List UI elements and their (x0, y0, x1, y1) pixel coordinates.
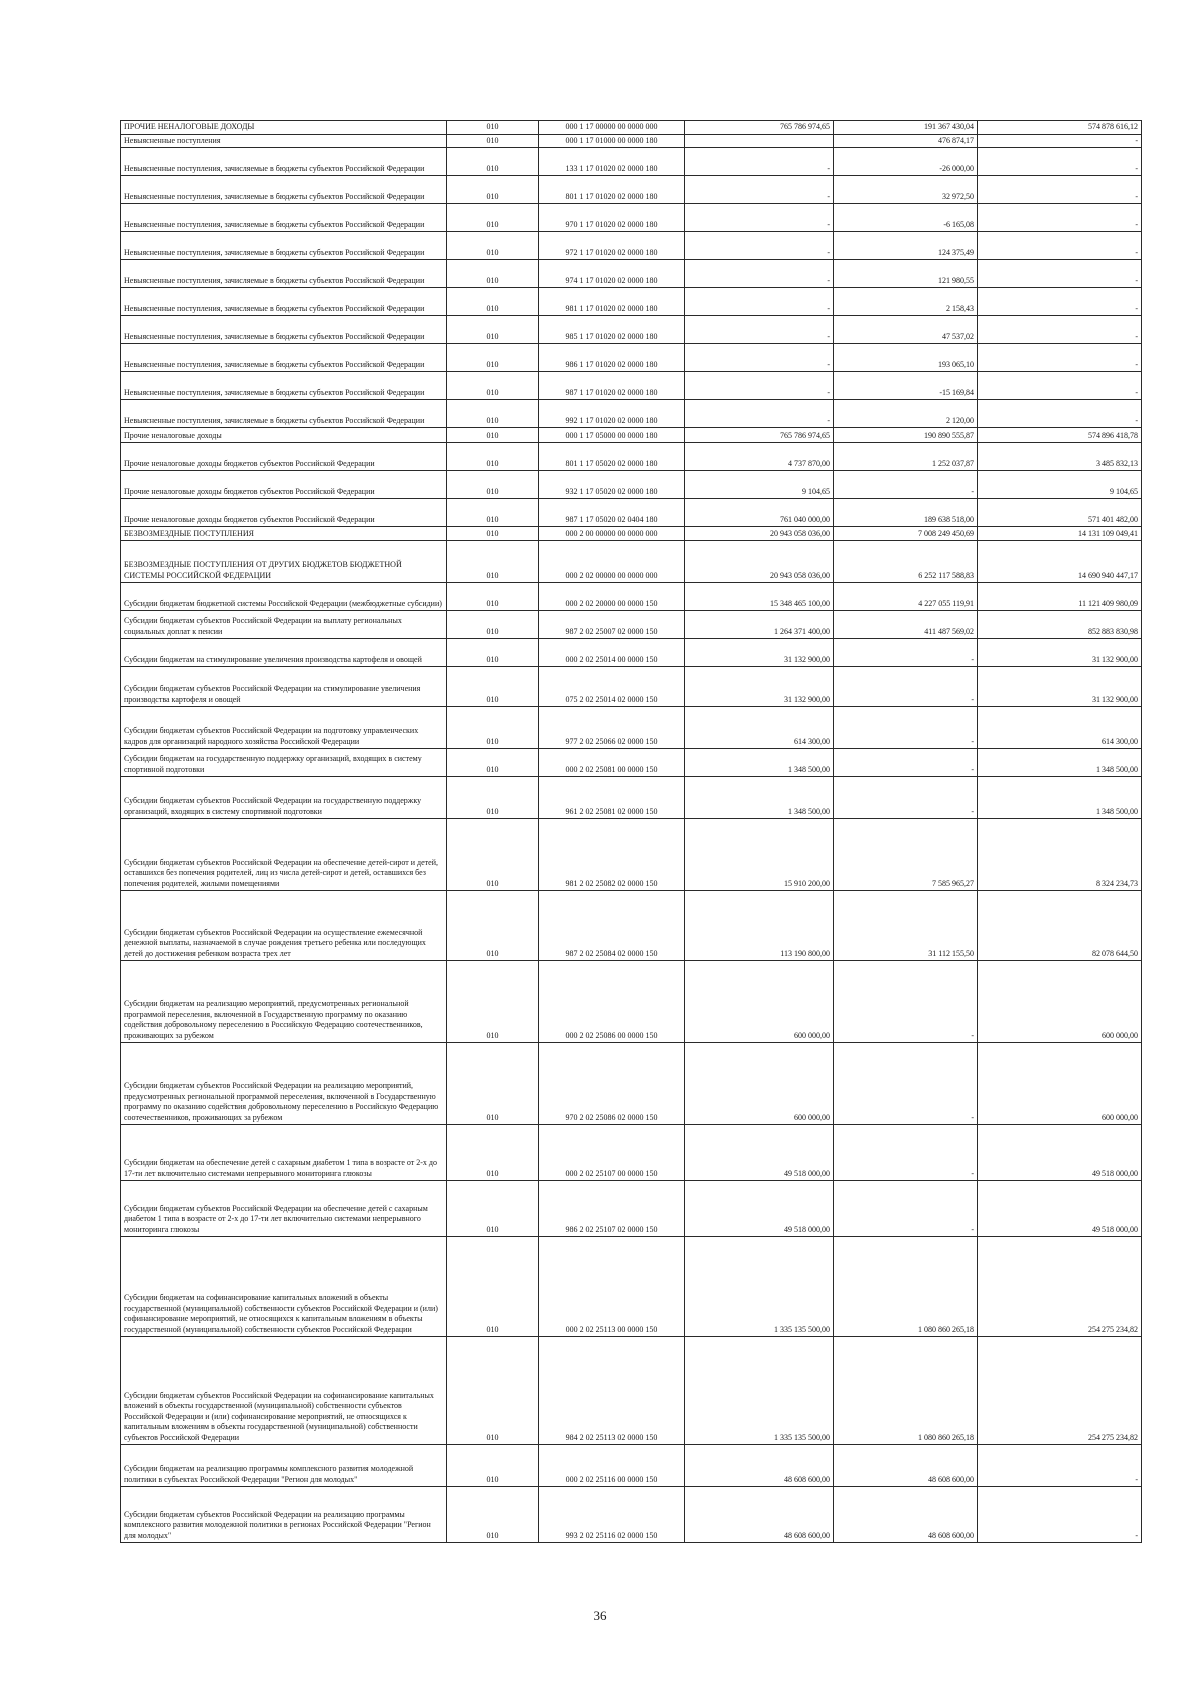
row-remaining-cell: 9 104,65 (978, 471, 1142, 499)
row-code-cell: 010 (447, 471, 539, 499)
row-name-cell: Невыясненные поступления, зачисляемые в бюджеты субъектов Российской Федерации (121, 148, 447, 176)
row-executed-cell: 1 080 860 265,18 (834, 1337, 978, 1445)
row-name-cell: Субсидии бюджетам субъектов Российской Федерации на подготовку управленческих кадров для организаций народного хозяйства Российской Федерации (121, 707, 447, 749)
row-approved-cell: - (685, 316, 834, 344)
row-approved-cell: 1 264 371 400,00 (685, 611, 834, 639)
row-kbk-cell: 987 2 02 25007 02 0000 150 (539, 611, 685, 639)
row-remaining-cell: - (978, 260, 1142, 288)
row-remaining-cell: 1 348 500,00 (978, 777, 1142, 819)
row-approved-cell: 31 132 900,00 (685, 639, 834, 667)
row-kbk-cell: 970 2 02 25086 02 0000 150 (539, 1043, 685, 1125)
row-kbk-cell: 970 1 17 01020 02 0000 180 (539, 204, 685, 232)
row-kbk-cell: 000 2 02 25086 00 0000 150 (539, 961, 685, 1043)
row-approved-cell: 1 348 500,00 (685, 749, 834, 777)
row-kbk-cell: 000 2 00 00000 00 0000 000 (539, 527, 685, 541)
row-name-cell: Невыясненные поступления, зачисляемые в бюджеты субъектов Российской Федерации (121, 400, 447, 428)
table-row (121, 1337, 1142, 1445)
row-name-cell: БЕЗВОЗМЕЗДНЫЕ ПОСТУПЛЕНИЯ (121, 527, 447, 541)
row-kbk-cell: 801 1 17 05020 02 0000 180 (539, 443, 685, 471)
row-remaining-cell: 614 300,00 (978, 707, 1142, 749)
row-kbk-cell: 977 2 02 25066 02 0000 150 (539, 707, 685, 749)
row-kbk-cell: 974 1 17 01020 02 0000 180 (539, 260, 685, 288)
budget-report-table (120, 120, 1142, 1543)
row-code-cell: 010 (447, 1487, 539, 1543)
row-name-cell: Невыясненные поступления, зачисляемые в бюджеты субъектов Российской Федерации (121, 344, 447, 372)
row-executed-cell: - (834, 1181, 978, 1237)
row-kbk-cell: 985 1 17 01020 02 0000 180 (539, 316, 685, 344)
row-executed-cell: 2 120,00 (834, 400, 978, 428)
row-executed-cell: -6 165,08 (834, 204, 978, 232)
row-executed-cell: 124 375,49 (834, 232, 978, 260)
row-approved-cell: - (685, 288, 834, 316)
table-row (121, 777, 1142, 819)
row-kbk-cell: 000 2 02 20000 00 0000 150 (539, 583, 685, 611)
row-kbk-cell: 000 1 17 01000 00 0000 180 (539, 134, 685, 148)
row-executed-cell: 193 065,10 (834, 344, 978, 372)
row-remaining-cell: 31 132 900,00 (978, 639, 1142, 667)
row-executed-cell: 411 487 569,02 (834, 611, 978, 639)
row-name-cell: БЕЗВОЗМЕЗДНЫЕ ПОСТУПЛЕНИЯ ОТ ДРУГИХ БЮДЖЕТОВ БЮДЖЕТНОЙ СИСТЕМЫ РОССИЙСКОЙ ФЕДЕРАЦИИ (121, 541, 447, 583)
row-remaining-cell: - (978, 288, 1142, 316)
table-row (121, 372, 1142, 400)
row-code-cell: 010 (447, 260, 539, 288)
table-row (121, 288, 1142, 316)
row-code-cell: 010 (447, 1043, 539, 1125)
row-executed-cell: 1 080 860 265,18 (834, 1237, 978, 1337)
table-row (121, 639, 1142, 667)
row-name-cell: Субсидии бюджетам на государственную поддержку организаций, входящих в систему спортивной подготовки (121, 749, 447, 777)
row-kbk-cell: 801 1 17 01020 02 0000 180 (539, 176, 685, 204)
row-remaining-cell: 49 518 000,00 (978, 1125, 1142, 1181)
row-executed-cell: - (834, 639, 978, 667)
row-approved-cell: 9 104,65 (685, 471, 834, 499)
row-remaining-cell: 49 518 000,00 (978, 1181, 1142, 1237)
row-kbk-cell: 133 1 17 01020 02 0000 180 (539, 148, 685, 176)
row-code-cell: 010 (447, 1181, 539, 1237)
table-row (121, 1043, 1142, 1125)
row-approved-cell: 765 786 974,65 (685, 428, 834, 443)
row-remaining-cell: - (978, 316, 1142, 344)
row-code-cell: 010 (447, 611, 539, 639)
row-name-cell: Невыясненные поступления, зачисляемые в бюджеты субъектов Российской Федерации (121, 372, 447, 400)
table-row (121, 707, 1142, 749)
row-name-cell: Невыясненные поступления, зачисляемые в бюджеты субъектов Российской Федерации (121, 176, 447, 204)
row-code-cell: 010 (447, 707, 539, 749)
row-remaining-cell: 852 883 830,98 (978, 611, 1142, 639)
row-approved-cell: 49 518 000,00 (685, 1125, 834, 1181)
row-executed-cell: 2 158,43 (834, 288, 978, 316)
row-name-cell: Субсидии бюджетам субъектов Российской Федерации на государственную поддержку организаций, входящих в систему спортивной подготовки (121, 777, 447, 819)
row-name-cell: Субсидии бюджетам субъектов Российской Федерации на софинансирование капитальных вложений в объекты государственной (муниципальной) собственности субъектов Российской Федерации и (или) софинансирование мероприятий, не относящихся к капитальным вложениям в объекты государственной (муниципальной) собственности субъектов Российской Федерации (121, 1337, 447, 1445)
row-executed-cell: 31 112 155,50 (834, 891, 978, 961)
row-remaining-cell: 254 275 234,82 (978, 1337, 1142, 1445)
row-executed-cell: - (834, 1043, 978, 1125)
row-approved-cell: 761 040 000,00 (685, 499, 834, 527)
row-code-cell: 010 (447, 316, 539, 344)
row-kbk-cell: 000 1 17 05000 00 0000 180 (539, 428, 685, 443)
row-approved-cell: 600 000,00 (685, 961, 834, 1043)
table-row (121, 176, 1142, 204)
table-row (121, 819, 1142, 891)
row-executed-cell: - (834, 777, 978, 819)
row-approved-cell: 765 786 974,65 (685, 121, 834, 135)
row-kbk-cell: 986 1 17 01020 02 0000 180 (539, 344, 685, 372)
row-executed-cell: - (834, 1125, 978, 1181)
row-kbk-cell: 075 2 02 25014 02 0000 150 (539, 667, 685, 707)
row-code-cell: 010 (447, 1237, 539, 1337)
table-row (121, 344, 1142, 372)
row-code-cell: 010 (447, 204, 539, 232)
row-approved-cell: 31 132 900,00 (685, 667, 834, 707)
row-remaining-cell: 14 690 940 447,17 (978, 541, 1142, 583)
row-approved-cell: 4 737 870,00 (685, 443, 834, 471)
table-row (121, 667, 1142, 707)
row-remaining-cell: - (978, 204, 1142, 232)
row-kbk-cell: 000 1 17 00000 00 0000 000 (539, 121, 685, 135)
row-executed-cell: - (834, 667, 978, 707)
row-remaining-cell: 8 324 234,73 (978, 819, 1142, 891)
row-executed-cell: 4 227 055 119,91 (834, 583, 978, 611)
row-remaining-cell: - (978, 372, 1142, 400)
row-name-cell: Субсидии бюджетам субъектов Российской Федерации на реализацию программы комплексного развития молодежной политики в регионах Российской Федерации "Регион для молодых" (121, 1487, 447, 1543)
row-name-cell: Субсидии бюджетам субъектов Российской Федерации на стимулирование увеличения производства картофеля и овощей (121, 667, 447, 707)
row-executed-cell: 7 585 965,27 (834, 819, 978, 891)
row-name-cell: ПРОЧИЕ НЕНАЛОГОВЫЕ ДОХОДЫ (121, 121, 447, 135)
table-row (121, 443, 1142, 471)
row-approved-cell: 15 348 465 100,00 (685, 583, 834, 611)
row-approved-cell: 1 335 135 500,00 (685, 1237, 834, 1337)
row-name-cell: Невыясненные поступления, зачисляемые в бюджеты субъектов Российской Федерации (121, 260, 447, 288)
row-approved-cell: 600 000,00 (685, 1043, 834, 1125)
row-name-cell: Субсидии бюджетам бюджетной системы Российской Федерации (межбюджетные субсидии) (121, 583, 447, 611)
row-kbk-cell: 961 2 02 25081 02 0000 150 (539, 777, 685, 819)
row-approved-cell (685, 134, 834, 148)
row-remaining-cell: - (978, 400, 1142, 428)
row-code-cell: 010 (447, 777, 539, 819)
row-code-cell: 010 (447, 1337, 539, 1445)
row-kbk-cell: 972 1 17 01020 02 0000 180 (539, 232, 685, 260)
table-row (121, 1445, 1142, 1487)
table-row (121, 232, 1142, 260)
row-name-cell: Субсидии бюджетам на реализацию программы комплексного развития молодежной политики в субъектах Российской Федерации "Регион для молодых" (121, 1445, 447, 1487)
row-name-cell: Субсидии бюджетам на обеспечение детей с сахарным диабетом 1 типа в возрасте от 2-х до 17-ти лет включительно системами непрерывного мониторинга глюкозы (121, 1125, 447, 1181)
row-name-cell: Субсидии бюджетам на стимулирование увеличения производства картофеля и овощей (121, 639, 447, 667)
row-executed-cell: 476 874,17 (834, 134, 978, 148)
row-executed-cell: 47 537,02 (834, 316, 978, 344)
row-approved-cell: - (685, 400, 834, 428)
row-executed-cell: - (834, 749, 978, 777)
row-code-cell: 010 (447, 288, 539, 316)
row-remaining-cell: 571 401 482,00 (978, 499, 1142, 527)
table-row (121, 400, 1142, 428)
row-remaining-cell: - (978, 1487, 1142, 1543)
row-remaining-cell: - (978, 344, 1142, 372)
table-row (121, 134, 1142, 148)
row-executed-cell: - (834, 471, 978, 499)
row-name-cell: Невыясненные поступления (121, 134, 447, 148)
row-name-cell: Прочие неналоговые доходы бюджетов субъектов Российской Федерации (121, 499, 447, 527)
row-name-cell: Субсидии бюджетам на софинансирование капитальных вложений в объекты государственной (муниципальной) собственности субъектов Российской Федерации и (или) софинансирование мероприятий, не относящихся к капитальным вложениям в объекты государственной (муниципальной) собственности субъектов Российской Федерации (121, 1237, 447, 1337)
row-kbk-cell: 987 1 17 01020 02 0000 180 (539, 372, 685, 400)
table-row (121, 316, 1142, 344)
page-number: 36 (593, 1608, 607, 1623)
table-row (121, 1181, 1142, 1237)
row-kbk-cell: 000 2 02 25081 00 0000 150 (539, 749, 685, 777)
row-approved-cell: 20 943 058 036,00 (685, 527, 834, 541)
row-executed-cell: 7 008 249 450,69 (834, 527, 978, 541)
table-body (121, 121, 1142, 1543)
table-row (121, 428, 1142, 443)
row-code-cell: 010 (447, 443, 539, 471)
row-kbk-cell: 986 2 02 25107 02 0000 150 (539, 1181, 685, 1237)
row-executed-cell: - (834, 961, 978, 1043)
row-kbk-cell: 000 2 02 25014 00 0000 150 (539, 639, 685, 667)
row-name-cell: Субсидии бюджетам субъектов Российской Федерации на обеспечение детей с сахарным диабетом 1 типа в возрасте от 2-х до 17-ти лет включительно системами непрерывного мониторинга глюкозы (121, 1181, 447, 1237)
row-executed-cell: 32 972,50 (834, 176, 978, 204)
row-kbk-cell: 932 1 17 05020 02 0000 180 (539, 471, 685, 499)
row-name-cell: Прочие неналоговые доходы бюджетов субъектов Российской Федерации (121, 471, 447, 499)
row-approved-cell: - (685, 148, 834, 176)
row-approved-cell: 49 518 000,00 (685, 1181, 834, 1237)
row-name-cell: Прочие неналоговые доходы (121, 428, 447, 443)
row-kbk-cell: 987 2 02 25084 02 0000 150 (539, 891, 685, 961)
row-code-cell: 010 (447, 1445, 539, 1487)
row-code-cell: 010 (447, 232, 539, 260)
row-remaining-cell: 600 000,00 (978, 1043, 1142, 1125)
row-code-cell: 010 (447, 148, 539, 176)
row-code-cell: 010 (447, 344, 539, 372)
row-code-cell: 010 (447, 749, 539, 777)
row-remaining-cell: - (978, 176, 1142, 204)
row-name-cell: Субсидии бюджетам на реализацию мероприятий, предусмотренных региональной программой переселения, включенной в Государственную программу по оказанию содействия добровольному переселению в Российскую Федерацию соотечественников, проживающих за рубежом (121, 961, 447, 1043)
table-row (121, 204, 1142, 232)
row-approved-cell: - (685, 372, 834, 400)
row-approved-cell: 20 943 058 036,00 (685, 541, 834, 583)
table-row (121, 148, 1142, 176)
row-kbk-cell: 987 1 17 05020 02 0404 180 (539, 499, 685, 527)
row-remaining-cell: 82 078 644,50 (978, 891, 1142, 961)
table-row (121, 471, 1142, 499)
row-executed-cell: - (834, 707, 978, 749)
row-name-cell: Невыясненные поступления, зачисляемые в бюджеты субъектов Российской Федерации (121, 232, 447, 260)
row-code-cell: 010 (447, 121, 539, 135)
table-row (121, 749, 1142, 777)
table-row (121, 583, 1142, 611)
row-executed-cell: -15 169,84 (834, 372, 978, 400)
row-remaining-cell: 14 131 109 049,41 (978, 527, 1142, 541)
row-name-cell: Невыясненные поступления, зачисляемые в бюджеты субъектов Российской Федерации (121, 204, 447, 232)
row-executed-cell: 48 608 600,00 (834, 1445, 978, 1487)
row-kbk-cell: 981 2 02 25082 02 0000 150 (539, 819, 685, 891)
row-executed-cell: 48 608 600,00 (834, 1487, 978, 1543)
row-executed-cell: 189 638 518,00 (834, 499, 978, 527)
row-name-cell: Прочие неналоговые доходы бюджетов субъектов Российской Федерации (121, 443, 447, 471)
row-approved-cell: 15 910 200,00 (685, 819, 834, 891)
row-code-cell: 010 (447, 541, 539, 583)
row-remaining-cell: - (978, 232, 1142, 260)
row-name-cell: Невыясненные поступления, зачисляемые в бюджеты субъектов Российской Федерации (121, 288, 447, 316)
row-remaining-cell: 600 000,00 (978, 961, 1142, 1043)
row-remaining-cell: 31 132 900,00 (978, 667, 1142, 707)
row-name-cell: Субсидии бюджетам субъектов Российской Федерации на осуществление ежемесячной денежной выплаты, назначаемой в случае рождения третьего ребенка или последующих детей до достижения ребенком возраста трех лет (121, 891, 447, 961)
row-code-cell: 010 (447, 891, 539, 961)
table-row (121, 891, 1142, 961)
table-row (121, 1487, 1142, 1543)
row-name-cell: Субсидии бюджетам субъектов Российской Федерации на обеспечение детей-сирот и детей, оставшихся без попечения родителей, лиц из числа детей-сирот и детей, оставшихся без попечения родителей, жилыми помещениями (121, 819, 447, 891)
row-kbk-cell: 981 1 17 01020 02 0000 180 (539, 288, 685, 316)
row-executed-cell: 191 367 430,04 (834, 121, 978, 135)
row-approved-cell: 1 348 500,00 (685, 777, 834, 819)
row-approved-cell: - (685, 176, 834, 204)
table-row (121, 611, 1142, 639)
row-executed-cell: 1 252 037,87 (834, 443, 978, 471)
table-row (121, 1237, 1142, 1337)
row-name-cell: Субсидии бюджетам субъектов Российской Федерации на выплату региональных социальных доплат к пенсии (121, 611, 447, 639)
row-executed-cell: 6 252 117 588,83 (834, 541, 978, 583)
row-code-cell: 010 (447, 134, 539, 148)
row-remaining-cell: - (978, 148, 1142, 176)
row-code-cell: 010 (447, 961, 539, 1043)
row-code-cell: 010 (447, 667, 539, 707)
row-code-cell: 010 (447, 639, 539, 667)
row-remaining-cell: - (978, 134, 1142, 148)
row-remaining-cell: 11 121 409 980,09 (978, 583, 1142, 611)
row-remaining-cell: 3 485 832,13 (978, 443, 1142, 471)
row-remaining-cell: - (978, 1445, 1142, 1487)
row-code-cell: 010 (447, 583, 539, 611)
row-code-cell: 010 (447, 499, 539, 527)
row-approved-cell: 1 335 135 500,00 (685, 1337, 834, 1445)
row-approved-cell: - (685, 344, 834, 372)
row-code-cell: 010 (447, 400, 539, 428)
row-kbk-cell: 000 2 02 25116 00 0000 150 (539, 1445, 685, 1487)
row-code-cell: 010 (447, 527, 539, 541)
row-kbk-cell: 000 2 02 25107 00 0000 150 (539, 1125, 685, 1181)
row-executed-cell: 121 980,55 (834, 260, 978, 288)
row-code-cell: 010 (447, 819, 539, 891)
row-approved-cell: 113 190 800,00 (685, 891, 834, 961)
row-code-cell: 010 (447, 372, 539, 400)
row-remaining-cell: 574 896 418,78 (978, 428, 1142, 443)
table-row (121, 260, 1142, 288)
row-name-cell: Невыясненные поступления, зачисляемые в бюджеты субъектов Российской Федерации (121, 316, 447, 344)
row-kbk-cell: 992 1 17 01020 02 0000 180 (539, 400, 685, 428)
table-row (121, 961, 1142, 1043)
row-approved-cell: - (685, 260, 834, 288)
row-code-cell: 010 (447, 176, 539, 204)
row-kbk-cell: 000 2 02 25113 00 0000 150 (539, 1237, 685, 1337)
row-executed-cell: 190 890 555,87 (834, 428, 978, 443)
row-kbk-cell: 984 2 02 25113 02 0000 150 (539, 1337, 685, 1445)
row-executed-cell: -26 000,00 (834, 148, 978, 176)
row-code-cell: 010 (447, 1125, 539, 1181)
row-name-cell: Субсидии бюджетам субъектов Российской Федерации на реализацию мероприятий, предусмотренных региональной программой переселения, включенной в Государственную программу по оказанию содействия добровольному переселению в Российскую Федерацию соотечественников, проживающих за рубежом (121, 1043, 447, 1125)
row-approved-cell: - (685, 204, 834, 232)
row-remaining-cell: 1 348 500,00 (978, 749, 1142, 777)
row-remaining-cell: 574 878 616,12 (978, 121, 1142, 135)
table-row (121, 499, 1142, 527)
row-kbk-cell: 000 2 02 00000 00 0000 000 (539, 541, 685, 583)
table-row (121, 541, 1142, 583)
row-kbk-cell: 993 2 02 25116 02 0000 150 (539, 1487, 685, 1543)
row-approved-cell: 48 608 600,00 (685, 1487, 834, 1543)
row-approved-cell: 48 608 600,00 (685, 1445, 834, 1487)
table-row (121, 1125, 1142, 1181)
row-approved-cell: 614 300,00 (685, 707, 834, 749)
row-approved-cell: - (685, 232, 834, 260)
table-row (121, 527, 1142, 541)
row-remaining-cell: 254 275 234,82 (978, 1237, 1142, 1337)
row-code-cell: 010 (447, 428, 539, 443)
table-row (121, 121, 1142, 135)
